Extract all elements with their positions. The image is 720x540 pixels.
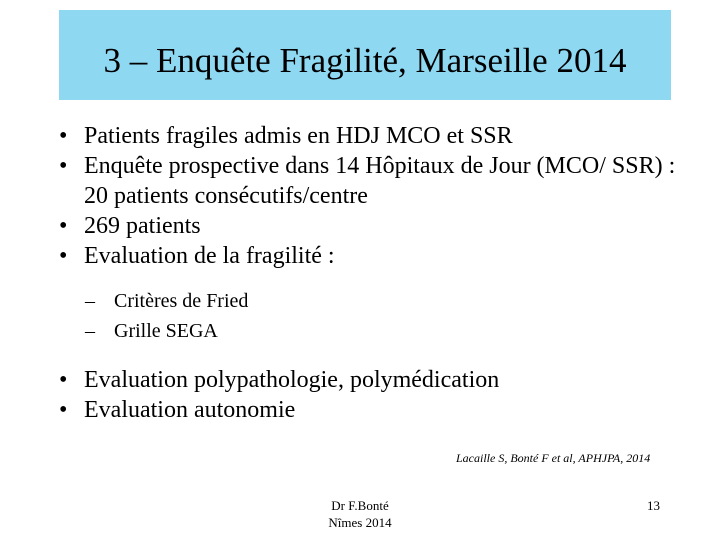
bullet-text: Evaluation autonomie (84, 397, 296, 423)
bullet-text: Enquête prospective dans 14 Hôpitaux de Jour (MCO/ SSR) : 20 patients consécutifs/centre (84, 153, 676, 209)
bullet-text: Evaluation de la fragilité : (84, 243, 335, 269)
title-box (59, 10, 671, 100)
bullet-item (59, 211, 699, 241)
bullet-text: 269 patients (84, 213, 201, 239)
dash-icon: – (85, 290, 95, 312)
dash-icon: – (85, 320, 95, 342)
footer-author-block (295, 497, 425, 531)
sub-bullet-item (59, 286, 699, 316)
sub-bullet-text: Critères de Fried (114, 290, 249, 312)
bullet-item (59, 121, 699, 151)
bullet-item (59, 365, 699, 395)
bullet-text: Patients fragiles admis en HDJ MCO et SSR (84, 123, 513, 149)
bullet-list (59, 121, 699, 425)
bullet-dot-icon: • (59, 367, 68, 393)
slide-title: 3 – Enquête Fragilité, Marseille 2014 (103, 41, 627, 80)
bullet-item (59, 395, 699, 425)
page-number: 13 (647, 498, 660, 513)
bullet-dot-icon: • (59, 243, 68, 269)
bullet-dot-icon: • (59, 153, 68, 179)
citation: Lacaille S, Bonté F et al, APHJPA, 2014 (456, 451, 651, 465)
footer-place: Nîmes 2014 (328, 515, 392, 530)
footer-author: Dr F.Bonté (331, 498, 389, 513)
sub-bullet-item (59, 316, 699, 346)
sub-bullet-text: Grille SEGA (114, 320, 218, 342)
bullet-item (59, 151, 699, 211)
bullet-dot-icon: • (59, 123, 68, 149)
bullet-item (59, 241, 699, 271)
bullet-dot-icon: • (59, 397, 68, 423)
bullet-dot-icon: • (59, 213, 68, 239)
bullet-text: Evaluation polypathologie, polymédication (84, 367, 500, 393)
